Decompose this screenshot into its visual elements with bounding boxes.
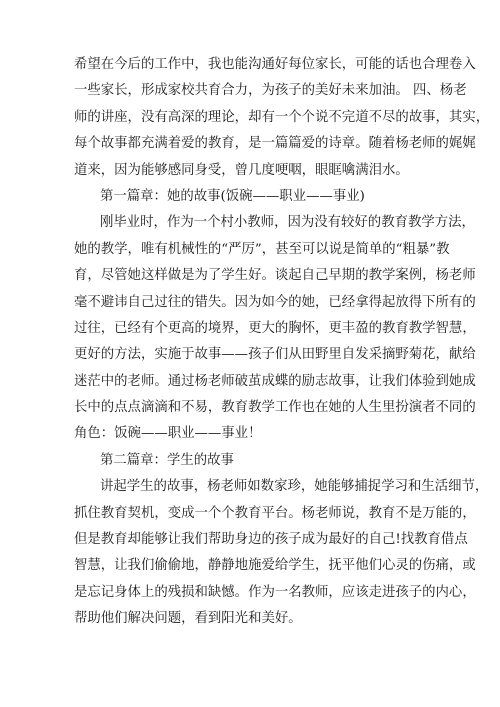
text-line: 更好的方法，实施于故事——孩子们从田野里自发采摘野菊花，献给 xyxy=(74,347,476,363)
text-line: 抓住教育契机，变成一个个教育平台。杨老师说，教育不是万能的， xyxy=(74,505,476,521)
text-line: 是忘记身体上的残损和缺憾。作为一名教师，应该走进孩子的内心， xyxy=(74,584,476,600)
chapter-heading-1 xyxy=(74,184,430,210)
text-line: 每个故事都充满着爱的教育，是一篇篇爱的诗章。随着杨老师的娓娓 xyxy=(74,136,476,152)
text-line: 角色：饭碗——职业——事业！ xyxy=(74,426,262,442)
text-line: 长中的点点滴滴和不易，教育教学工作也在她的人生里扮演者不同的 xyxy=(74,400,476,416)
text-line: 刚毕业时，作为一个村小教师，因为没有较好的教育教学方法， xyxy=(100,215,475,231)
chapter-heading-text: 第二篇章：学生的故事 xyxy=(100,452,234,468)
text-line: 希望在今后的工作中，我也能沟通好每位家长，可能的话也合理卷入 xyxy=(74,57,476,72)
text-line: 毫不避讳自己过往的错失。因为如今的她，已经拿得起放得下所有的 xyxy=(74,294,476,310)
text-line: 育，尽管她这样做是为了学生好。谈起自己早期的教学案例，杨老师 xyxy=(74,268,476,284)
text-line: 道来，因为能够感同身受，曾几度哽咽，眼眶噙满泪水。 xyxy=(74,162,409,178)
text-line: 师的讲座，没有高深的理论，却有一个个说不完道不尽的故事，其实， xyxy=(74,109,490,125)
chapter-heading-2 xyxy=(74,448,430,474)
paragraph-1 xyxy=(74,52,490,184)
text-line: 但是教育却能够让我们帮助身边的孩子成为最好的自己!找教育借点 xyxy=(74,532,468,548)
paragraph-2 xyxy=(74,210,476,448)
text-line: 讲起学生的故事，杨老师如数家珍，她能够捕捉学习和生活细节， xyxy=(100,479,489,495)
chapter-heading-text: 第一篇章：她的故事(饭碗——职业——事业) xyxy=(100,188,365,204)
document-page xyxy=(74,52,490,633)
text-line: 帮助他们解决问题，看到阳光和美好。 xyxy=(74,611,302,627)
paragraph-3 xyxy=(74,474,489,632)
text-line: 她的教学，唯有机械性的“严厉”，甚至可以说是简单的“粗暴”教 xyxy=(74,241,450,257)
text-line: 智慧，让我们偷偷地，静静地施爱给学生，抚平他们心灵的伤痛，或 xyxy=(74,558,476,574)
text-line: 过往，已经有个更高的境界，更大的胸怀，更丰盈的教育教学智慧， xyxy=(74,320,476,336)
text-line: 迷茫中的老师。通过杨老师破茧成蝶的励志故事，让我们体验到她成 xyxy=(74,373,476,389)
text-line: 一些家长，形成家校共育合力，为孩子的美好未来加油。 四、杨老 xyxy=(74,83,467,99)
